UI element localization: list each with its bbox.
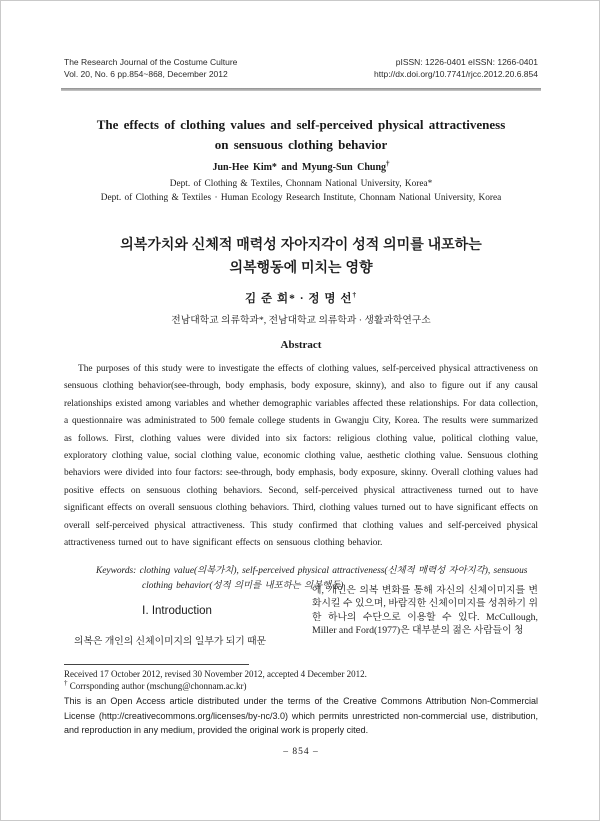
abstract-section <box>64 339 538 594</box>
left-column-paragraph: 의복은 개인의 신체이미지의 일부가 되기 때문 <box>74 636 267 647</box>
journal-volume: Vol. 20, No. 6 pp.854~868, December 2012 <box>64 68 228 79</box>
english-title-block <box>41 115 561 205</box>
journal-title: The Research Journal of the Costume Culture <box>64 57 238 67</box>
footnote-block <box>64 669 538 738</box>
open-access-note: This is an Open Access article distributed under the terms of the Creative Commons Attribution Non-Commercial License (http://creativecommons.org/licenses/by-nc/3.0) which permits unrestricted non-commercial use, distribution, and reproduction in any medium, provided the original work is properly cited. <box>64 696 538 736</box>
article-title <box>41 115 561 155</box>
right-column <box>312 581 538 648</box>
keywords-label: Keywords: <box>96 566 137 577</box>
korean-affiliation: 전남대학교 의류학과*, 전남대학교 의류학과 · 생활과학연구소 <box>171 315 431 326</box>
header-rule <box>61 88 541 91</box>
korean-article-title <box>41 233 561 279</box>
author-dagger-mark: † <box>386 159 390 168</box>
body-columns <box>64 581 538 648</box>
issn-line: pISSN: 1226-0401 eISSN: 1266-0401 <box>395 57 538 67</box>
running-head <box>64 57 538 80</box>
article-title-line1: The effects of clothing values and self-perceived physical attractiveness <box>96 117 506 132</box>
received-dates-note: Received 17 October 2012, revised 30 November 2012, accepted 4 December 2012. <box>64 669 367 679</box>
keywords-text: clothing value(의복가치), self-perceived physical attractiveness(신체적 매력성 자아지각), sensuous clothing behavior(성적 의미를 내포하는 의복행동) <box>139 566 528 592</box>
corresponding-author-note <box>64 678 538 693</box>
abstract-heading: Abstract <box>280 339 322 351</box>
corresponding-author-text: Corrsponding author (mschung@chonnam.ac.kr) <box>67 680 247 691</box>
issn-doi-info <box>374 57 538 80</box>
korean-authors-line <box>41 290 561 306</box>
korean-title-block <box>41 233 561 326</box>
corresponding-dagger-mark: † <box>64 678 68 687</box>
korean-title-line2: 의복행동에 미치는 영향 <box>229 259 373 275</box>
abstract-text: The purposes of this study were to investigate the effects of clothing values, self-perceived physical attractiveness on sensuous clothing behavior(see-through, body emphasis, body exposure, skinny), and also to figure out if any causal relationships existed among variables and whether demographic variables affected these relationships. For data collection, a questionnaire was administrated to 500 female college students in Gwangju City, Korea. The results were summarized as follows. First, clothing values were divided into six factors: religious clothing value, political clothing value, exploratory clothing value, social clothing value, economic clothing value, aesthetic clothing value. Sensuous clothing behaviors were divided into four factors: see-through, body emphasis, body exposure, skinny. Overall clothing values had positive effects on sensuous clothing behaviors. Second, self-perceived physical attractiveness turned out to have significant effects on overall sensuous clothing behaviors. Third, clothing values turned out to have significant effects on overall self-perceived physical attractiveness. This study confirmed that clothing values and self-perceived physical attractiveness turned out to have significant effects on sensuous clothing behavior. <box>64 364 538 549</box>
authors-line <box>41 159 561 173</box>
affiliations <box>41 177 561 205</box>
right-column-paragraph: 에, 개인은 의복 변화를 통해 자신의 신체이미지를 변화시킬 수 있으며, 바람직한 신체이미지를 성취하기 위한 하나의 수단으로 이용할 수 있다. McCullough, Miller and Ford(1977)은 대부분의 젊은 사람들이 청 <box>312 585 538 637</box>
doi-line: http://dx.doi.org/10.7741/rjcc.2012.20.6.854 <box>374 68 538 79</box>
journal-info <box>64 57 237 80</box>
section-heading-introduction: Ⅰ. Introduction <box>142 605 212 617</box>
korean-title-line1: 의복가치와 신체적 매력성 자아지각이 성적 의미를 내포하는 <box>120 236 482 252</box>
left-column <box>64 581 290 648</box>
authors-names: Jun-Hee Kim* and Myung-Sun Chung <box>212 162 387 173</box>
page-number: – 854 – <box>283 747 319 757</box>
footnote-separator <box>64 664 249 665</box>
affiliation-1: Dept. of Clothing & Textiles, Chonnam National University, Korea* <box>169 179 433 189</box>
affiliation-2: Dept. of Clothing & Textiles · Human Ecology Research Institute, Chonnam National University, Korea <box>100 193 502 203</box>
korean-author-dagger-mark: † <box>352 291 357 300</box>
korean-authors-names: 김 준 희* · 정 명 선 <box>245 293 353 305</box>
article-title-line2: on sensuous clothing behavior <box>214 137 388 152</box>
